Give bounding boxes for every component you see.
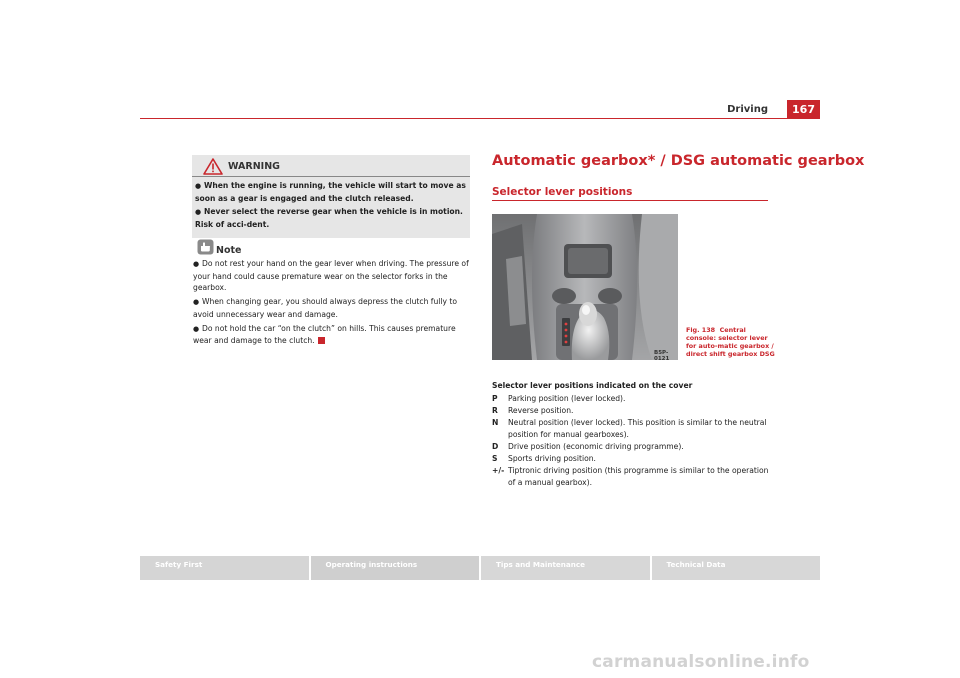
warning-title: WARNING bbox=[228, 161, 280, 172]
bullet-icon: ● bbox=[193, 298, 200, 306]
positions-heading: Selector lever positions indicated on the cover bbox=[492, 381, 693, 390]
position-text: Neutral position (lever locked). This position is similar to the neutral position for manual gearboxes). bbox=[508, 418, 767, 439]
position-key: S bbox=[492, 454, 498, 464]
position-key: +/- bbox=[492, 466, 505, 476]
warning-header bbox=[192, 155, 470, 177]
note-item: ● When changing gear, you should always depress the clutch fully to avoid unnecessary wear and damage. bbox=[193, 297, 458, 319]
position-key: D bbox=[492, 442, 499, 452]
figure-label: Fig. 138 bbox=[686, 326, 716, 334]
tab-operating-instructions[interactable]: Operating instructions bbox=[311, 556, 480, 580]
note-item: ● Do not hold the car “on the clutch” on hills. This causes premature wear and damage to the clutch. bbox=[193, 323, 456, 345]
page-section-title: Driving bbox=[727, 104, 768, 115]
warning-body bbox=[195, 180, 467, 232]
position-key: N bbox=[492, 418, 499, 428]
position-text: Reverse position. bbox=[508, 406, 574, 416]
figure-code: B5P-0121 bbox=[654, 350, 670, 360]
section-title: Automatic gearbox* / DSG automatic gearbox bbox=[492, 153, 865, 169]
bullet-icon: ● bbox=[193, 324, 200, 333]
position-item bbox=[492, 393, 772, 405]
center-console-illustration bbox=[492, 214, 678, 360]
tab-technical-data[interactable]: Technical Data bbox=[652, 556, 821, 580]
footer-tabs bbox=[140, 556, 820, 580]
note-body bbox=[193, 258, 471, 349]
gear-selector-figure bbox=[492, 214, 678, 360]
subsection-rule bbox=[492, 200, 768, 201]
position-key: P bbox=[492, 394, 498, 403]
subsection-title: Selector lever positions bbox=[492, 186, 633, 198]
position-item bbox=[492, 441, 772, 453]
position-item bbox=[492, 453, 772, 465]
warning-triangle-icon bbox=[203, 158, 223, 175]
watermark: carmanualsonline.info bbox=[592, 652, 810, 672]
position-item bbox=[492, 405, 772, 417]
position-key: R bbox=[492, 406, 498, 416]
page-number: 167 bbox=[787, 100, 820, 119]
note-item: ● Do not rest your hand on the gear lever when driving. The pressure of your hand could cause premature wear on the selector forks in the gearbox. bbox=[193, 259, 469, 292]
warning-box bbox=[192, 155, 470, 238]
note-hand-icon bbox=[197, 239, 214, 255]
warning-item: ● Never select the reverse gear when the vehicle is in motion. Risk of acci-dent. bbox=[195, 207, 463, 229]
bullet-icon: ● bbox=[195, 182, 202, 190]
position-item bbox=[492, 417, 772, 441]
tab-tips-and-maintenance[interactable]: Tips and Maintenance bbox=[481, 556, 650, 580]
figure-caption-text: Central console: selector lever for auto-matic gearbox / direct shift gearbox DSG bbox=[686, 326, 775, 358]
bullet-icon: ● bbox=[193, 260, 200, 268]
note-title: Note bbox=[216, 245, 242, 256]
tab-safety-first[interactable]: Safety First bbox=[140, 556, 309, 580]
position-text: Drive position (economic driving programme). bbox=[508, 442, 684, 452]
positions-list bbox=[492, 393, 772, 489]
position-text: Sports driving position. bbox=[508, 454, 596, 464]
position-text: Parking position (lever locked). bbox=[508, 394, 626, 403]
warning-item: ● When the engine is running, the vehicle will start to move as soon as a gear is engaged and the clutch released. bbox=[195, 181, 466, 203]
bullet-icon: ● bbox=[195, 208, 202, 216]
header-rule bbox=[140, 118, 820, 119]
figure-caption bbox=[686, 326, 776, 358]
position-text: Tiptronic driving position (this programme is similar to the operation of a manual gearbox). bbox=[508, 466, 769, 488]
position-item bbox=[492, 465, 772, 489]
section-end-icon bbox=[318, 337, 325, 344]
